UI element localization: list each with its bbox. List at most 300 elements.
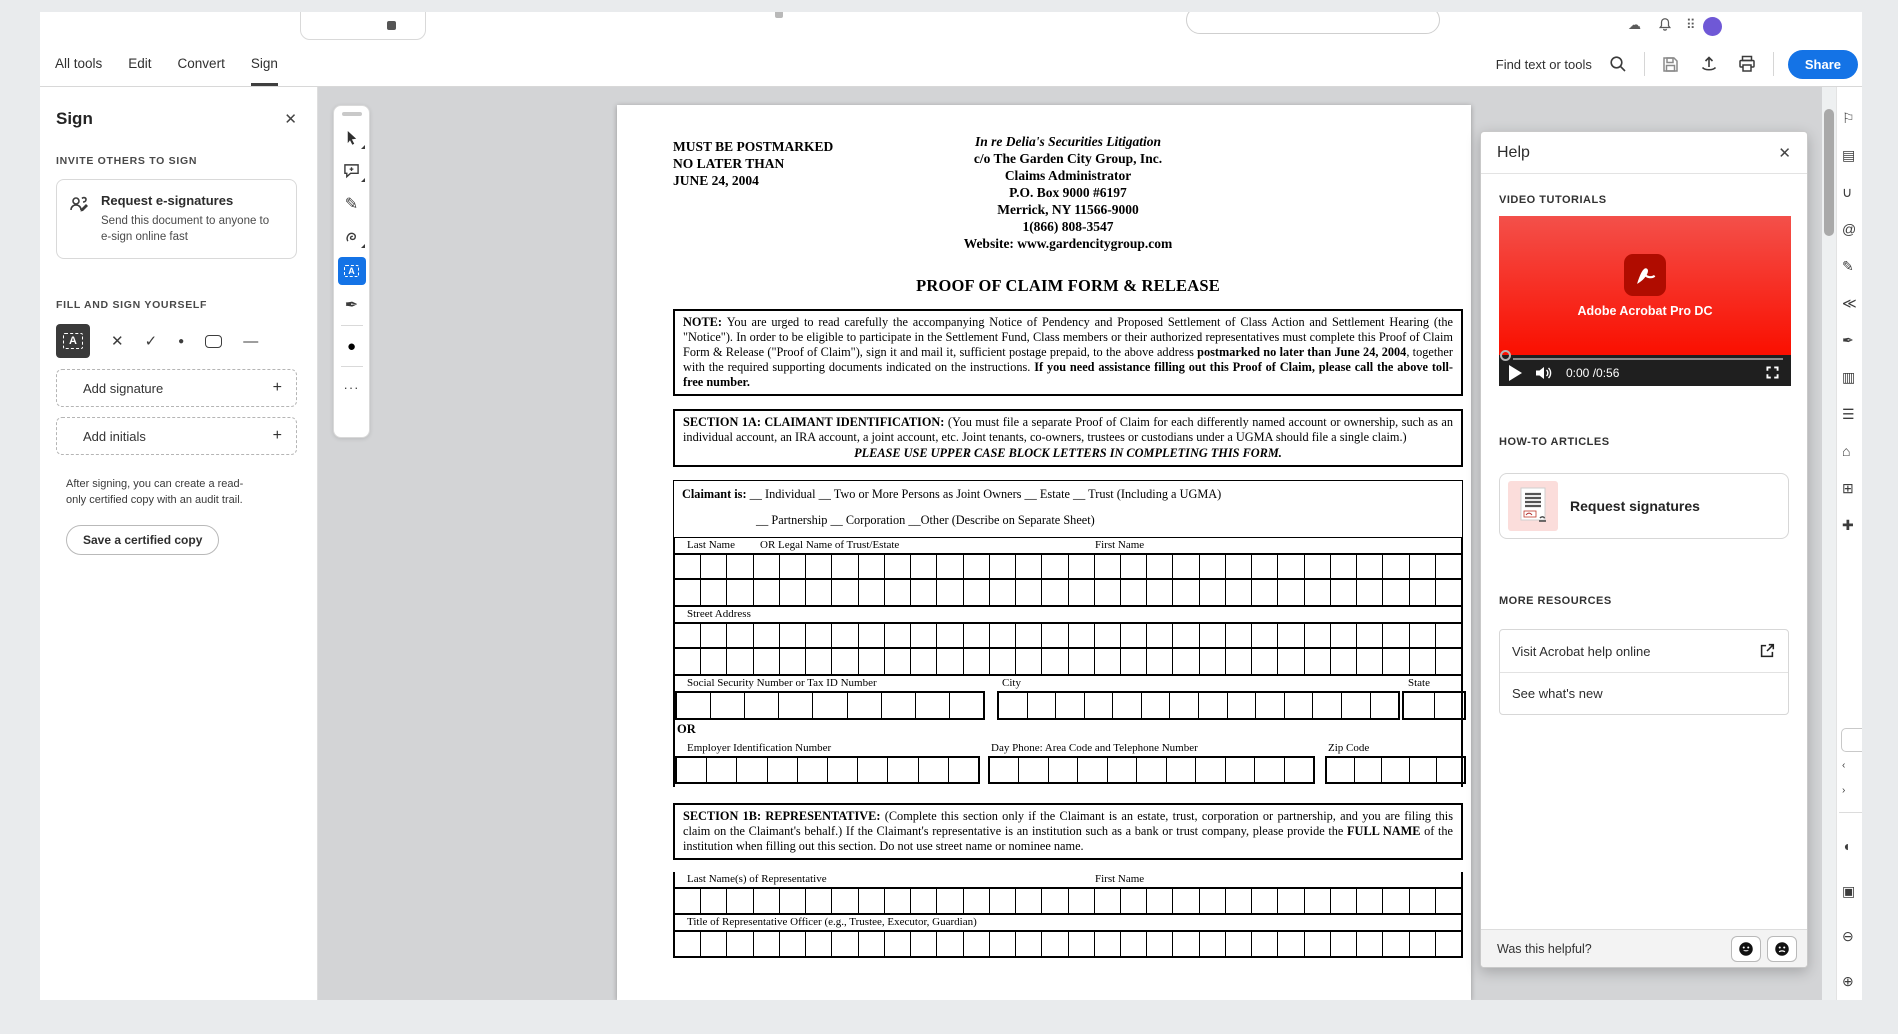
form-cell[interactable] bbox=[1068, 889, 1094, 913]
form-cell[interactable] bbox=[858, 580, 884, 605]
form-cell[interactable] bbox=[831, 932, 857, 956]
form-cell[interactable] bbox=[1120, 580, 1146, 605]
form-cell[interactable] bbox=[779, 932, 805, 956]
form-cell[interactable] bbox=[1107, 758, 1136, 782]
rail-zoom-in-icon[interactable]: ⊕ bbox=[1842, 973, 1854, 989]
form-cell[interactable] bbox=[936, 624, 962, 647]
form-cell[interactable] bbox=[700, 649, 726, 674]
form-cell[interactable] bbox=[1055, 693, 1084, 718]
close-icon[interactable]: ✕ bbox=[284, 111, 297, 128]
form-cell[interactable] bbox=[1048, 758, 1077, 782]
plus-icon[interactable]: + bbox=[272, 427, 282, 445]
thumbs-down-frown-button[interactable] bbox=[1767, 936, 1797, 962]
form-cell[interactable] bbox=[1068, 649, 1094, 674]
cloud-icon[interactable]: ☁ bbox=[1628, 17, 1641, 32]
rail-zoom-icon[interactable]: ◖ bbox=[1842, 838, 1851, 854]
close-icon[interactable]: ✕ bbox=[1778, 144, 1791, 162]
rectangle-tool[interactable] bbox=[205, 335, 222, 348]
form-cell[interactable] bbox=[1199, 580, 1225, 605]
form-cell[interactable] bbox=[1409, 649, 1435, 674]
rail-grid-icon[interactable]: ⊞ bbox=[1842, 480, 1854, 496]
form-cell[interactable] bbox=[858, 624, 884, 647]
vertical-scrollbar[interactable] bbox=[1822, 87, 1836, 1000]
form-cell[interactable] bbox=[1120, 555, 1146, 578]
menu-all-tools[interactable]: All tools bbox=[55, 56, 103, 71]
save-certified-copy-button[interactable]: Save a certified copy bbox=[66, 525, 219, 555]
form-cell[interactable] bbox=[1094, 555, 1120, 578]
form-cell[interactable] bbox=[1356, 624, 1382, 647]
form-cell[interactable] bbox=[1146, 889, 1172, 913]
form-cell[interactable] bbox=[989, 932, 1015, 956]
form-cell[interactable] bbox=[936, 932, 962, 956]
form-cell[interactable] bbox=[1277, 889, 1303, 913]
form-cell[interactable] bbox=[858, 889, 884, 913]
form-cell[interactable] bbox=[797, 758, 827, 782]
form-cell[interactable] bbox=[1172, 580, 1198, 605]
form-cell[interactable] bbox=[779, 555, 805, 578]
request-esignatures-card[interactable] bbox=[56, 179, 297, 259]
form-cell[interactable] bbox=[779, 580, 805, 605]
form-cell[interactable] bbox=[675, 624, 700, 647]
form-cell[interactable] bbox=[831, 580, 857, 605]
form-cell[interactable] bbox=[1435, 555, 1461, 578]
rail-edit-icon[interactable]: ✎ bbox=[1842, 258, 1854, 274]
search-icon[interactable] bbox=[1606, 52, 1630, 76]
form-cell[interactable] bbox=[1166, 758, 1195, 782]
form-cell[interactable] bbox=[778, 693, 812, 718]
form-cell[interactable] bbox=[989, 555, 1015, 578]
rail-pages-icon[interactable]: ▥ bbox=[1842, 369, 1856, 385]
form-cell[interactable] bbox=[1251, 932, 1277, 956]
form-cell[interactable] bbox=[805, 624, 831, 647]
form-cell[interactable] bbox=[1435, 889, 1461, 913]
form-cell[interactable] bbox=[989, 649, 1015, 674]
form-cell[interactable] bbox=[1199, 889, 1225, 913]
form-cell[interactable] bbox=[677, 758, 706, 782]
form-cell[interactable] bbox=[1330, 580, 1356, 605]
form-cell[interactable] bbox=[1084, 693, 1113, 718]
form-cell[interactable] bbox=[1225, 758, 1254, 782]
form-cell[interactable] bbox=[827, 758, 857, 782]
form-cell[interactable] bbox=[1015, 555, 1041, 578]
form-cell[interactable] bbox=[805, 555, 831, 578]
form-cell[interactable] bbox=[1284, 693, 1313, 718]
form-cell[interactable] bbox=[1015, 580, 1041, 605]
avatar[interactable] bbox=[1703, 17, 1722, 36]
form-cell[interactable] bbox=[1146, 555, 1172, 578]
menu-sign[interactable]: Sign bbox=[251, 42, 278, 86]
form-cell[interactable] bbox=[1041, 649, 1067, 674]
form-cell[interactable] bbox=[1094, 649, 1120, 674]
sign-pen-tool-button[interactable]: ✒ bbox=[344, 297, 359, 314]
form-cell[interactable] bbox=[675, 555, 700, 578]
form-cell[interactable] bbox=[831, 889, 857, 913]
form-cell[interactable] bbox=[1255, 693, 1284, 718]
form-cell[interactable] bbox=[1225, 649, 1251, 674]
rail-zoom-out-icon[interactable]: ⊖ bbox=[1842, 928, 1854, 944]
form-cell[interactable] bbox=[1409, 889, 1435, 913]
menu-convert[interactable]: Convert bbox=[177, 56, 225, 71]
form-cell[interactable] bbox=[1041, 932, 1067, 956]
form-cell[interactable] bbox=[1068, 580, 1094, 605]
form-cell[interactable] bbox=[1277, 580, 1303, 605]
form-cell[interactable] bbox=[1356, 580, 1382, 605]
form-cell[interactable] bbox=[1435, 624, 1461, 647]
form-cell[interactable] bbox=[1304, 649, 1330, 674]
form-cell[interactable] bbox=[1251, 624, 1277, 647]
progress-bar[interactable] bbox=[1513, 358, 1783, 360]
rail-home-icon[interactable]: ⌂ bbox=[1842, 443, 1851, 459]
fullscreen-icon[interactable] bbox=[1764, 364, 1781, 381]
form-cell[interactable] bbox=[1304, 555, 1330, 578]
form-cell[interactable] bbox=[753, 889, 779, 913]
select-tool-button[interactable] bbox=[338, 125, 366, 151]
form-cell[interactable] bbox=[779, 649, 805, 674]
form-cell[interactable] bbox=[1382, 555, 1408, 578]
form-cell[interactable] bbox=[700, 889, 726, 913]
video-poster[interactable] bbox=[1499, 216, 1791, 355]
form-cell[interactable] bbox=[726, 932, 752, 956]
rail-thumbnails-icon[interactable]: ▤ bbox=[1842, 147, 1856, 163]
save-icon[interactable] bbox=[1659, 52, 1683, 76]
form-cell[interactable] bbox=[1434, 693, 1465, 718]
form-cell[interactable] bbox=[1225, 580, 1251, 605]
check-mark-tool[interactable]: ✓ bbox=[144, 333, 158, 351]
form-cell[interactable] bbox=[677, 693, 710, 718]
form-cell[interactable] bbox=[812, 693, 846, 718]
form-cell[interactable] bbox=[675, 580, 700, 605]
progress-knob[interactable] bbox=[1500, 350, 1511, 361]
form-cell[interactable] bbox=[989, 889, 1015, 913]
add-signature-row[interactable] bbox=[56, 369, 297, 407]
form-cell[interactable] bbox=[910, 624, 936, 647]
form-cell[interactable] bbox=[1146, 580, 1172, 605]
form-cell[interactable] bbox=[963, 624, 989, 647]
share-button[interactable]: Share bbox=[1788, 50, 1858, 79]
visit-help-online-link[interactable]: Visit Acrobat help online bbox=[1500, 630, 1788, 672]
form-cell[interactable] bbox=[963, 649, 989, 674]
form-cell[interactable] bbox=[779, 624, 805, 647]
form-cell[interactable] bbox=[884, 555, 910, 578]
form-cell[interactable] bbox=[936, 555, 962, 578]
form-cell[interactable] bbox=[1094, 889, 1120, 913]
form-cell[interactable] bbox=[910, 649, 936, 674]
form-cell[interactable] bbox=[1068, 932, 1094, 956]
apps-grid-icon[interactable]: ⠿ bbox=[1686, 17, 1696, 32]
draw-tool-button[interactable] bbox=[338, 224, 366, 250]
thumbs-up-smiley-button[interactable] bbox=[1731, 936, 1761, 962]
form-cell[interactable] bbox=[1094, 580, 1120, 605]
form-cell[interactable] bbox=[1041, 555, 1067, 578]
form-cell[interactable] bbox=[767, 758, 797, 782]
volume-icon[interactable] bbox=[1534, 365, 1554, 381]
form-cell[interactable] bbox=[999, 693, 1027, 718]
form-cell[interactable] bbox=[1330, 555, 1356, 578]
titlebar-pill-button[interactable] bbox=[1186, 12, 1440, 34]
form-cell[interactable] bbox=[884, 580, 910, 605]
form-cell[interactable] bbox=[1409, 580, 1435, 605]
form-cell[interactable] bbox=[1404, 693, 1434, 718]
form-cell[interactable] bbox=[936, 580, 962, 605]
form-cell[interactable] bbox=[700, 580, 726, 605]
pdf-page[interactable] bbox=[617, 105, 1471, 1000]
form-cell[interactable] bbox=[1120, 649, 1146, 674]
form-cell[interactable] bbox=[779, 889, 805, 913]
form-cell[interactable] bbox=[1068, 555, 1094, 578]
form-cell[interactable] bbox=[1225, 555, 1251, 578]
form-cell[interactable] bbox=[1382, 624, 1408, 647]
form-cell[interactable] bbox=[753, 649, 779, 674]
form-cell[interactable] bbox=[700, 555, 726, 578]
form-cell[interactable] bbox=[1225, 932, 1251, 956]
form-cell[interactable] bbox=[1277, 624, 1303, 647]
form-cell[interactable] bbox=[884, 649, 910, 674]
form-cell[interactable] bbox=[963, 889, 989, 913]
form-cell[interactable] bbox=[1120, 932, 1146, 956]
form-cell[interactable] bbox=[1041, 889, 1067, 913]
see-whats-new-link[interactable]: See what's new bbox=[1500, 672, 1788, 714]
form-cell[interactable] bbox=[1277, 649, 1303, 674]
form-cell[interactable] bbox=[700, 932, 726, 956]
form-cell[interactable] bbox=[1277, 555, 1303, 578]
toolbar-drag-handle[interactable] bbox=[342, 112, 362, 116]
form-cell[interactable] bbox=[831, 624, 857, 647]
form-cell[interactable] bbox=[1251, 889, 1277, 913]
form-cell[interactable] bbox=[1277, 932, 1303, 956]
form-cell[interactable] bbox=[726, 555, 752, 578]
form-cell[interactable] bbox=[1199, 555, 1225, 578]
form-cell[interactable] bbox=[989, 580, 1015, 605]
form-cell[interactable] bbox=[1094, 932, 1120, 956]
form-cell[interactable] bbox=[884, 932, 910, 956]
form-cell[interactable] bbox=[1120, 889, 1146, 913]
form-cell[interactable] bbox=[1136, 758, 1165, 782]
form-cell[interactable] bbox=[1195, 758, 1224, 782]
rail-mentions-icon[interactable]: @ bbox=[1842, 221, 1857, 237]
add-initials-row[interactable] bbox=[56, 417, 297, 455]
form-cell[interactable] bbox=[989, 624, 1015, 647]
form-cell[interactable] bbox=[963, 555, 989, 578]
form-cell[interactable] bbox=[675, 649, 700, 674]
form-cell[interactable] bbox=[1199, 649, 1225, 674]
form-cell[interactable] bbox=[1094, 624, 1120, 647]
form-cell[interactable] bbox=[736, 758, 766, 782]
form-cell[interactable] bbox=[1356, 889, 1382, 913]
form-cell[interactable] bbox=[1330, 624, 1356, 647]
form-cell[interactable] bbox=[1077, 758, 1106, 782]
form-cell[interactable] bbox=[1409, 555, 1435, 578]
scrollbar-thumb[interactable] bbox=[1824, 109, 1834, 236]
form-cell[interactable] bbox=[963, 580, 989, 605]
form-cell[interactable] bbox=[857, 758, 887, 782]
form-cell[interactable] bbox=[1330, 932, 1356, 956]
form-cell[interactable] bbox=[1304, 889, 1330, 913]
form-cell[interactable] bbox=[1327, 758, 1354, 782]
form-cell[interactable] bbox=[1225, 624, 1251, 647]
form-cell[interactable] bbox=[1382, 889, 1408, 913]
form-cell[interactable] bbox=[1146, 649, 1172, 674]
form-cell[interactable] bbox=[1304, 624, 1330, 647]
line-tool[interactable]: — bbox=[243, 332, 259, 350]
bell-icon[interactable] bbox=[1658, 17, 1672, 31]
form-cell[interactable] bbox=[910, 555, 936, 578]
form-cell[interactable] bbox=[1015, 624, 1041, 647]
form-cell[interactable] bbox=[948, 758, 978, 782]
share-upload-icon[interactable] bbox=[1697, 52, 1721, 76]
form-cell[interactable] bbox=[1382, 932, 1408, 956]
form-cell[interactable] bbox=[1199, 624, 1225, 647]
form-cell[interactable] bbox=[1354, 758, 1382, 782]
fill-sign-text-tool-active[interactable]: A bbox=[338, 257, 366, 285]
form-cell[interactable] bbox=[858, 649, 884, 674]
video-player[interactable] bbox=[1499, 216, 1791, 386]
form-cell[interactable] bbox=[1304, 580, 1330, 605]
form-cell[interactable] bbox=[675, 889, 700, 913]
form-cell[interactable] bbox=[805, 932, 831, 956]
form-cell[interactable] bbox=[1435, 932, 1461, 956]
form-cell[interactable] bbox=[675, 932, 700, 956]
form-cell[interactable] bbox=[1356, 555, 1382, 578]
form-cell[interactable] bbox=[1199, 932, 1225, 956]
form-cell[interactable] bbox=[1041, 580, 1067, 605]
form-cell[interactable] bbox=[1436, 758, 1464, 782]
rail-pagefit-icon[interactable]: ▣ bbox=[1842, 883, 1856, 899]
form-cell[interactable] bbox=[1312, 693, 1341, 718]
print-icon[interactable] bbox=[1735, 52, 1759, 76]
form-cell[interactable] bbox=[910, 932, 936, 956]
form-cell[interactable] bbox=[1041, 624, 1067, 647]
rail-add-icon[interactable]: ✚ bbox=[1842, 517, 1854, 533]
form-cell[interactable] bbox=[1120, 624, 1146, 647]
form-cell[interactable] bbox=[1330, 649, 1356, 674]
form-cell[interactable] bbox=[963, 932, 989, 956]
form-cell[interactable] bbox=[1015, 649, 1041, 674]
form-cell[interactable] bbox=[726, 649, 752, 674]
form-cell[interactable] bbox=[949, 693, 983, 718]
form-cell[interactable] bbox=[1172, 932, 1198, 956]
form-cell[interactable] bbox=[1341, 693, 1370, 718]
form-cell[interactable] bbox=[1330, 889, 1356, 913]
find-text-label[interactable]: Find text or tools bbox=[1495, 56, 1592, 72]
rail-flag-icon[interactable]: ⚐ bbox=[1842, 110, 1855, 126]
form-cell[interactable] bbox=[936, 889, 962, 913]
form-cell[interactable] bbox=[1381, 758, 1409, 782]
form-cell[interactable] bbox=[1435, 580, 1461, 605]
form-cell[interactable] bbox=[1225, 889, 1251, 913]
form-cell[interactable] bbox=[858, 555, 884, 578]
rail-attachment-icon[interactable]: ∪ bbox=[1842, 184, 1853, 200]
form-cell[interactable] bbox=[831, 649, 857, 674]
document-tab[interactable] bbox=[300, 12, 426, 40]
form-cell[interactable] bbox=[1304, 932, 1330, 956]
form-cell[interactable] bbox=[1251, 580, 1277, 605]
form-cell[interactable] bbox=[1382, 649, 1408, 674]
form-cell[interactable] bbox=[1409, 932, 1435, 956]
form-cell[interactable] bbox=[910, 580, 936, 605]
form-cell[interactable] bbox=[1356, 649, 1382, 674]
form-cell[interactable] bbox=[887, 758, 917, 782]
form-cell[interactable] bbox=[1284, 758, 1313, 782]
form-cell[interactable] bbox=[805, 580, 831, 605]
form-cell[interactable] bbox=[805, 889, 831, 913]
form-cell[interactable] bbox=[847, 693, 881, 718]
form-cell[interactable] bbox=[726, 624, 752, 647]
comment-tool-button[interactable] bbox=[338, 158, 366, 184]
dot-tool[interactable]: ● bbox=[178, 335, 185, 347]
rail-sign-icon[interactable]: ✒ bbox=[1842, 332, 1854, 348]
form-cell[interactable] bbox=[918, 758, 948, 782]
form-cell[interactable] bbox=[1198, 693, 1227, 718]
form-cell[interactable] bbox=[1027, 693, 1056, 718]
form-cell[interactable] bbox=[706, 758, 736, 782]
plus-icon[interactable]: + bbox=[272, 379, 282, 397]
form-cell[interactable] bbox=[936, 649, 962, 674]
form-cell[interactable] bbox=[1015, 932, 1041, 956]
form-cell[interactable] bbox=[753, 555, 779, 578]
form-cell[interactable] bbox=[881, 693, 915, 718]
form-cell[interactable] bbox=[1068, 624, 1094, 647]
form-cell[interactable] bbox=[726, 889, 752, 913]
form-cell[interactable] bbox=[1172, 555, 1198, 578]
cross-mark-tool[interactable]: ✕ bbox=[111, 333, 124, 351]
form-cell[interactable] bbox=[753, 932, 779, 956]
form-cell[interactable] bbox=[1356, 932, 1382, 956]
form-cell[interactable] bbox=[1169, 693, 1198, 718]
highlight-tool-button[interactable]: ✎ bbox=[344, 196, 359, 213]
form-cell[interactable] bbox=[1112, 693, 1141, 718]
form-cell[interactable] bbox=[700, 624, 726, 647]
form-cell[interactable] bbox=[1435, 649, 1461, 674]
form-cell[interactable] bbox=[710, 693, 744, 718]
form-cell[interactable] bbox=[1018, 758, 1047, 782]
form-cell[interactable] bbox=[1370, 693, 1399, 718]
form-cell[interactable] bbox=[1251, 649, 1277, 674]
form-cell[interactable] bbox=[1409, 758, 1437, 782]
form-cell[interactable] bbox=[858, 932, 884, 956]
request-signatures-article[interactable] bbox=[1499, 473, 1789, 539]
form-cell[interactable] bbox=[1172, 624, 1198, 647]
text-tool-button[interactable] bbox=[56, 324, 90, 358]
form-cell[interactable] bbox=[1172, 649, 1198, 674]
form-cell[interactable] bbox=[753, 580, 779, 605]
rail-list-icon[interactable]: ☰ bbox=[1842, 406, 1855, 422]
form-cell[interactable] bbox=[805, 649, 831, 674]
form-cell[interactable] bbox=[1146, 624, 1172, 647]
form-cell[interactable] bbox=[884, 889, 910, 913]
form-cell[interactable] bbox=[884, 624, 910, 647]
form-cell[interactable] bbox=[1141, 693, 1170, 718]
form-cell[interactable] bbox=[1382, 580, 1408, 605]
form-cell[interactable] bbox=[1254, 758, 1283, 782]
form-cell[interactable] bbox=[1409, 624, 1435, 647]
form-cell[interactable] bbox=[744, 693, 778, 718]
menu-edit[interactable]: Edit bbox=[128, 56, 152, 71]
form-cell[interactable] bbox=[910, 889, 936, 913]
form-cell[interactable] bbox=[915, 693, 949, 718]
form-cell[interactable] bbox=[1172, 889, 1198, 913]
form-cell[interactable] bbox=[990, 758, 1018, 782]
form-cell[interactable] bbox=[831, 555, 857, 578]
form-cell[interactable] bbox=[1251, 555, 1277, 578]
more-tools-icon[interactable]: ··· bbox=[343, 379, 360, 395]
rail-collapse-icon[interactable]: ≪ bbox=[1842, 295, 1857, 311]
color-swatch-black[interactable]: ● bbox=[346, 337, 357, 355]
form-cell[interactable] bbox=[1015, 889, 1041, 913]
form-cell[interactable] bbox=[726, 580, 752, 605]
form-cell[interactable] bbox=[753, 624, 779, 647]
play-icon[interactable] bbox=[1509, 365, 1522, 381]
form-cell[interactable] bbox=[1146, 932, 1172, 956]
